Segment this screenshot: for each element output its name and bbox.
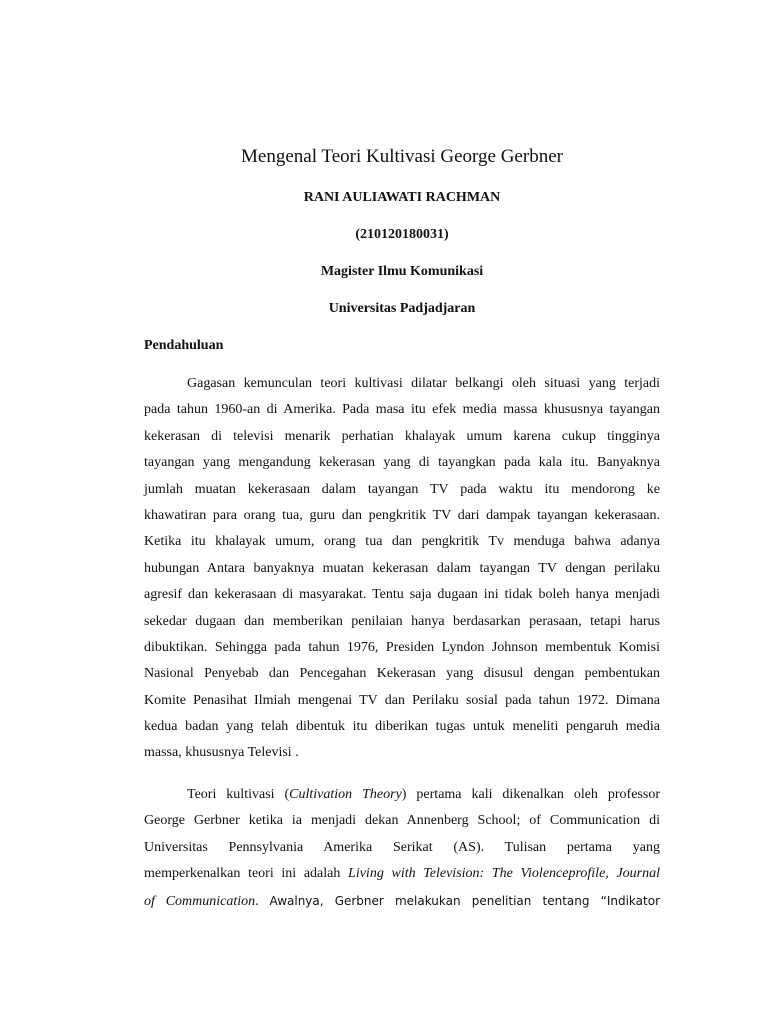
paragraph-line: jumlah muatan kekerasaan dalam tayangan TV pada waktu itu mendorong ke — [144, 481, 660, 497]
paragraph-line: Komite Penasihat Ilmiah mengenai TV dan Perilaku sosial pada tahun 1972. Dimana — [144, 692, 660, 708]
paragraph-line: khawatiran para orang tua, guru dan pengkritik TV dari dampak tayangan kekerasaan. — [144, 507, 660, 523]
paragraph-line: Nasional Penyebab dan Pencegahan Kekerasan yang disusul dengan pembentukan — [144, 666, 660, 682]
paragraph-line: dibuktikan. Sehingga pada tahun 1976, Presiden Lyndon Johnson membentuk Komisi — [144, 639, 660, 655]
paragraph-line: pada tahun 1960-an di Amerika. Pada masa itu efek media massa khususnya tayangan — [144, 402, 660, 418]
paragraph-line: kedua badan yang telah dibentuk itu diberikan tugas untuk meneliti pengaruh media — [144, 719, 660, 735]
italic-term: Cultivation Theory — [289, 787, 402, 802]
paragraph-line: massa, khususnya Televisi . — [144, 745, 299, 761]
paragraph-introduction — [144, 371, 660, 767]
paragraph-line — [144, 888, 660, 914]
paragraph-line: Ketika itu khalayak umum, orang tua dan pengkritik Tv menduga bahwa adanya — [144, 534, 660, 550]
paragraph-line: agresif dan kekerasaan di masyarakat. Tentu saja dugaan ini tidak boleh hanya menjadi — [144, 587, 660, 603]
italic-title: Living with Television: The Violenceprofile, Journal — [348, 866, 660, 882]
paragraph-cultivation-theory — [144, 782, 660, 914]
text-run: Teori kultivasi ( — [187, 787, 290, 802]
text-run: . — [255, 893, 270, 909]
program-name: Magister Ilmu Komunikasi — [320, 264, 484, 279]
italic-title: of Communication — [144, 893, 256, 909]
paragraph-line: Gagasan kemunculan teori kultivasi dilatar belkangi oleh situasi yang terjadi — [187, 376, 660, 391]
paragraph-line: tayangan yang mengandung kekerasan yang di tayangkan pada kala itu. Banyaknya — [144, 455, 660, 471]
section-heading: Pendahuluan — [144, 338, 224, 353]
text-run: Awalnya, Gerbner melakukan penelitian tentang “Indikator — [269, 893, 661, 908]
paragraph-line — [144, 782, 660, 808]
university-name: Universitas Padjadjaran — [328, 301, 476, 316]
paragraph-line: Universitas Pennsylvania Amerika Serikat (AS). Tulisan pertama yang — [144, 839, 660, 855]
text-run: ) pertama kali dikenalkan oleh professor — [401, 787, 660, 802]
paragraph-line: sekedar dugaan dan memberikan penilaian hanya berdasarkan perasaan, tetapi harus — [144, 613, 660, 629]
paragraph-line: George Gerbner ketika ia menjadi dekan Annenberg School; of Communication di — [144, 813, 660, 829]
paragraph-line: hubungan Antara banyaknya muatan kekerasan dalam tayangan TV dengan perilaku — [144, 560, 660, 576]
document-title: Mengenal Teori Kultivasi George Gerbner — [241, 146, 563, 167]
text-run: memperkenalkan teori ini adalah — [144, 866, 349, 882]
paragraph-line — [144, 861, 660, 887]
paragraph-line: kekerasan di televisi menarik perhatian khalayak umum karena cukup tingginya — [144, 428, 660, 444]
student-id: (210120180031) — [355, 227, 449, 242]
author-name: RANI AULIAWATI RACHMAN — [303, 190, 501, 205]
